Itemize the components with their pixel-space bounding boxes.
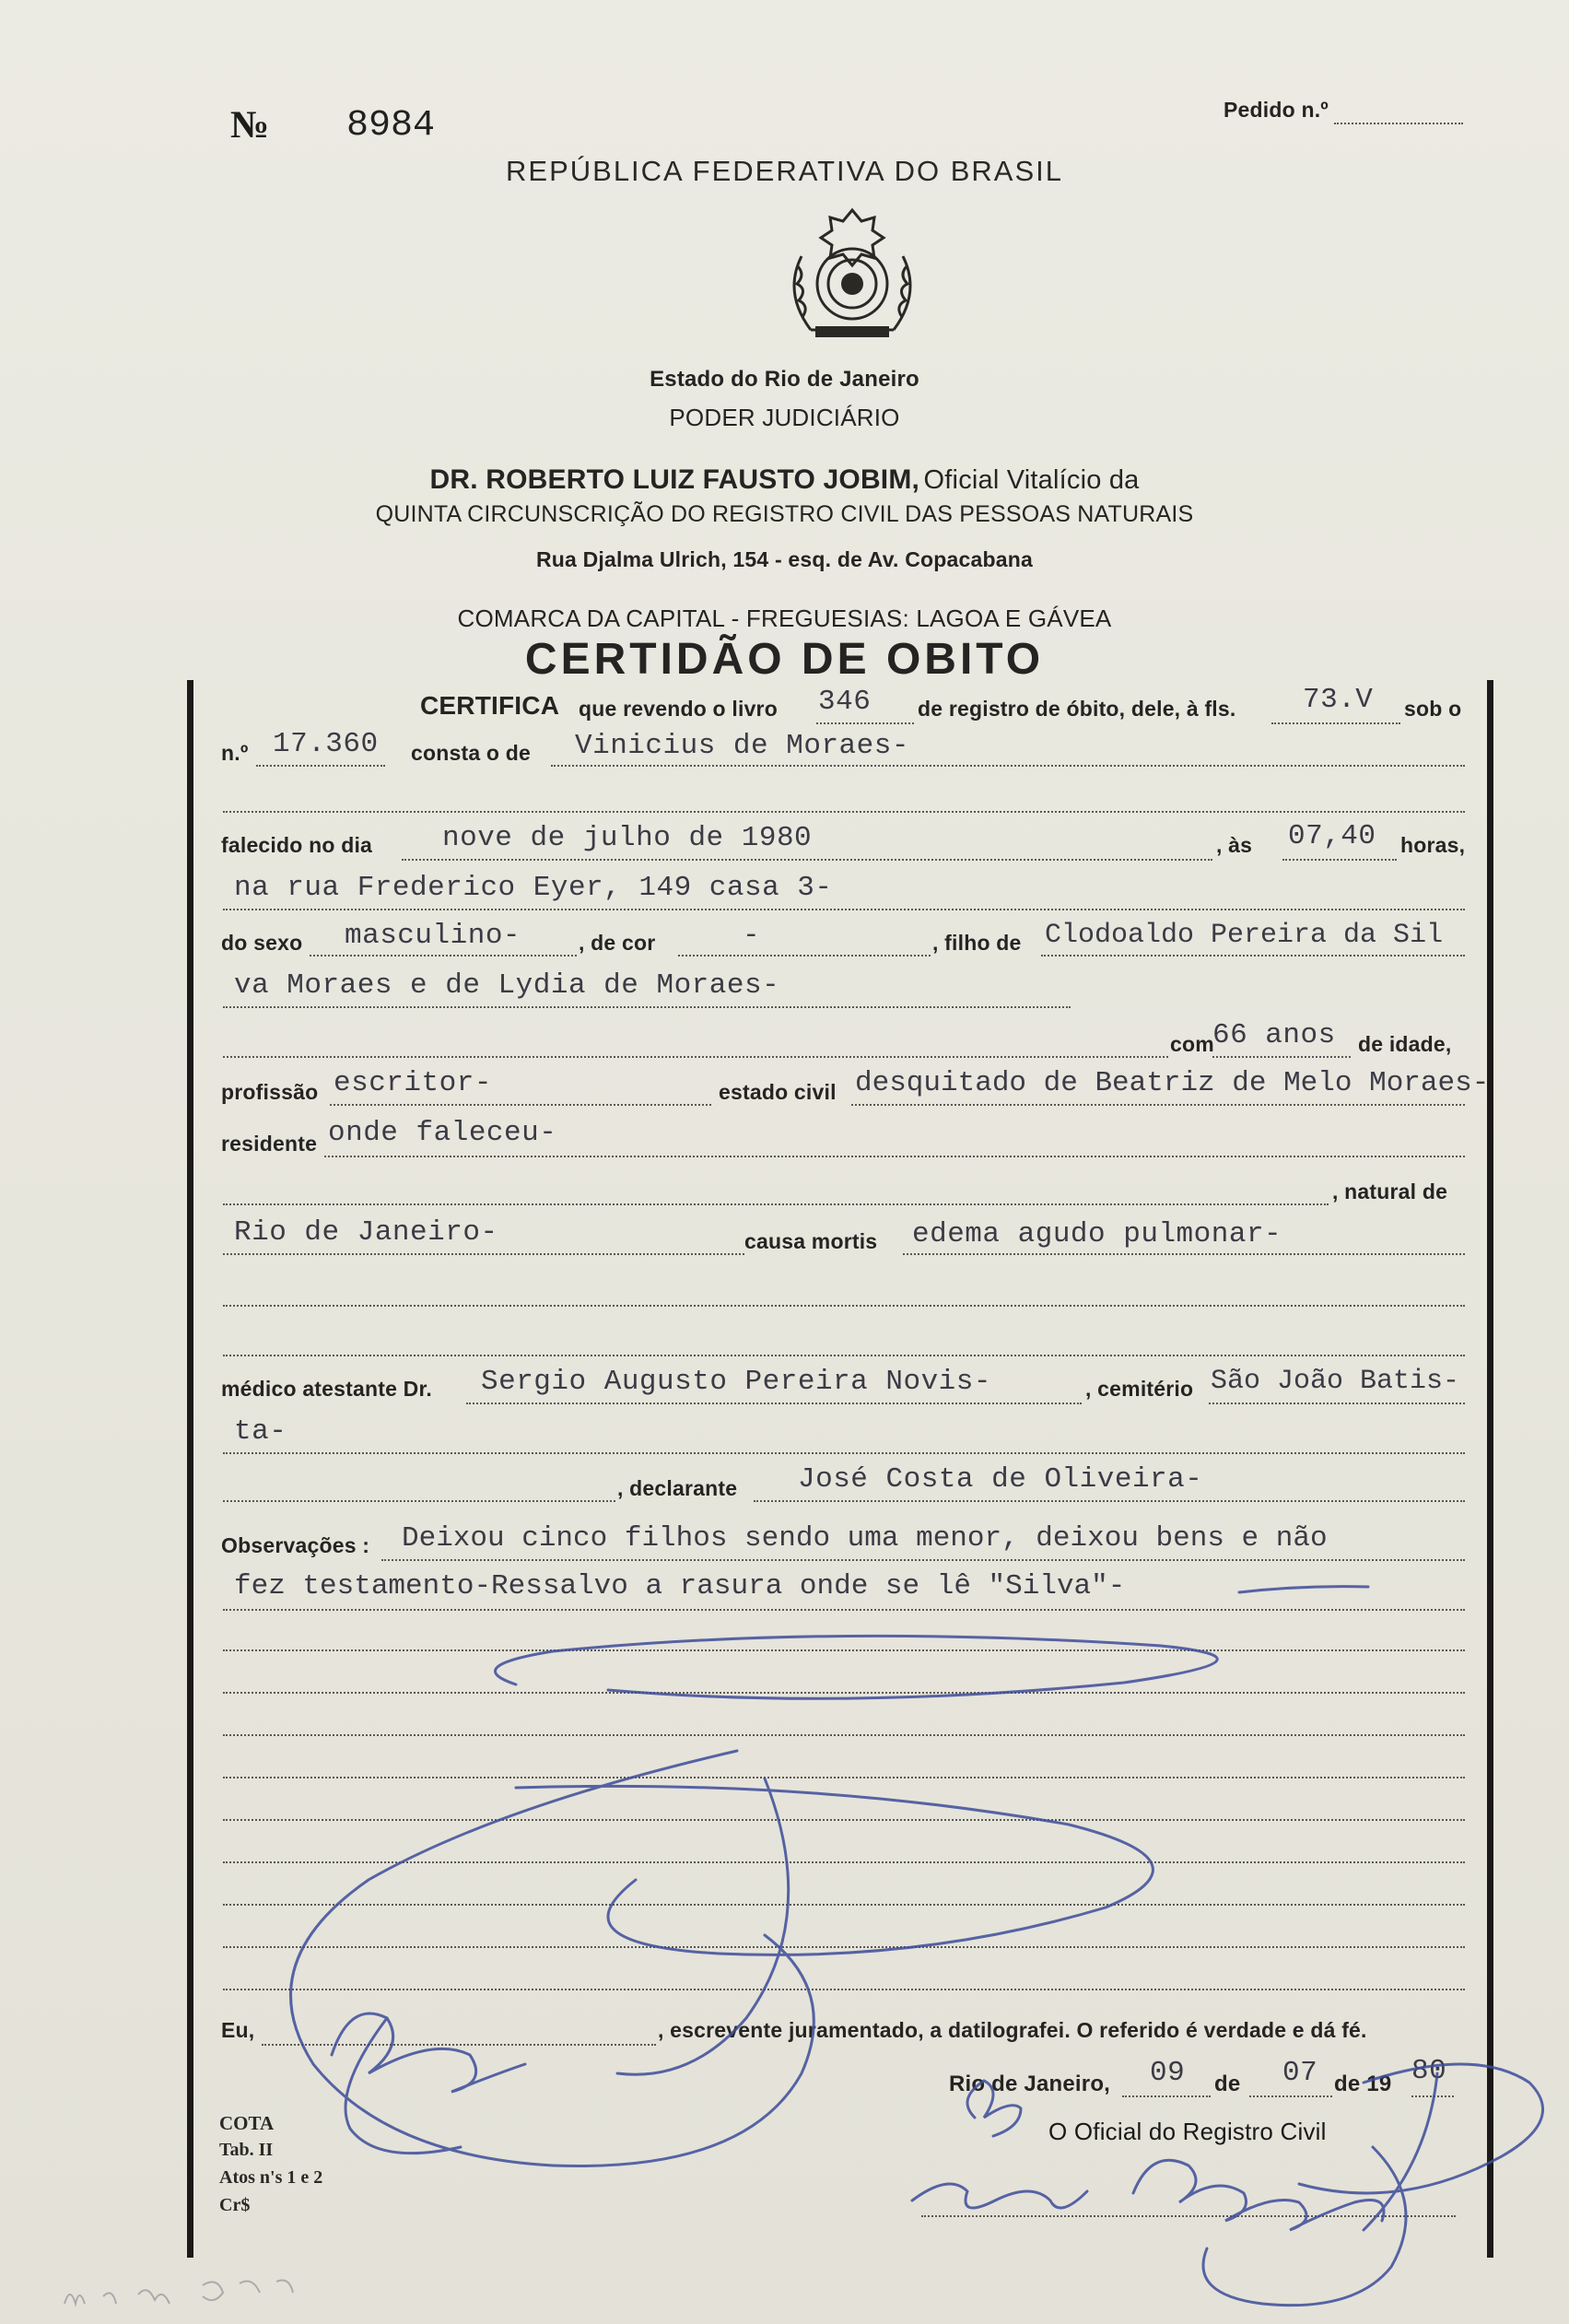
numero-value: 17.360	[273, 728, 379, 760]
de-19-label: de 19	[1334, 2072, 1392, 2096]
idade-value: 66 anos	[1212, 1019, 1336, 1051]
officer-title: Oficial Vitalício da	[923, 465, 1140, 495]
de-label-1: de	[1214, 2072, 1241, 2096]
profissao-value: escritor-	[334, 1067, 492, 1099]
rio-de-janeiro-label: Rio de Janeiro,	[949, 2072, 1111, 2096]
local-field	[223, 909, 1465, 910]
filiacao-field-2	[223, 1006, 1071, 1008]
sexo-value: masculino-	[345, 920, 521, 952]
certificate-number-symbol: №	[230, 104, 270, 147]
estado-civil-field	[851, 1104, 1465, 1106]
hora-field	[1282, 859, 1397, 861]
cota-line-1: COTA	[219, 2112, 275, 2134]
dia-field	[1122, 2095, 1211, 2097]
cota-line-2: Tab. II	[219, 2140, 274, 2160]
residente-label: residente	[221, 1132, 318, 1156]
cor-label: , de cor	[579, 931, 656, 955]
profissao-label: profissão	[221, 1080, 319, 1104]
medico-label: médico atestante Dr.	[221, 1377, 432, 1401]
falecido-label: falecido no dia	[221, 833, 373, 857]
blank-line	[223, 1777, 1465, 1778]
blank-line	[223, 1989, 1465, 1990]
oficial-label: O Oficial do Registro Civil	[1048, 2118, 1327, 2145]
observacoes-label: Observações :	[221, 1533, 370, 1557]
cota-line-4: Cr$	[219, 2195, 251, 2215]
observacoes-field-2	[223, 1609, 1465, 1611]
pedido-label: Pedido n.º	[1224, 98, 1329, 122]
state-heading: Estado do Rio de Janeiro	[650, 367, 919, 392]
blank-line	[223, 1861, 1465, 1863]
filho-field	[1041, 955, 1465, 957]
escrevente-statement: , escrevente juramentado, a datilografei. O referido é verdade e dá fé.	[658, 2018, 1367, 2042]
causa-mortis-label: causa mortis	[744, 1229, 878, 1253]
officer-name: DR. ROBERTO LUIZ FAUSTO JOBIM,	[429, 464, 920, 495]
certifica-label: CERTIFICA	[420, 691, 560, 720]
blank-line	[223, 1355, 1465, 1356]
hora-value: 07,40	[1288, 820, 1376, 852]
cota-line-3: Atos n's 1 e 2	[219, 2167, 323, 2188]
nome-field	[551, 765, 1465, 767]
as-label: , às	[1216, 833, 1253, 857]
blank-line	[223, 1819, 1465, 1821]
residente-value: onde faleceu-	[328, 1117, 557, 1149]
natural-value: Rio de Janeiro-	[234, 1216, 498, 1249]
blank-line	[223, 1305, 1465, 1307]
blank-line	[223, 1946, 1465, 1948]
observacoes-field	[381, 1559, 1465, 1561]
natural-field	[223, 1253, 744, 1255]
office-address: Rua Djalma Ulrich, 154 - esq. de Av. Copacabana	[535, 547, 1033, 571]
observacoes-line-2: fez testamento-Ressalvo a rasura onde se lê "Silva"-	[234, 1570, 1126, 1602]
declarante-value: José Costa de Oliveira-	[798, 1463, 1203, 1496]
local-value: na rua Frederico Eyer, 149 casa 3-	[234, 872, 833, 904]
cor-field	[678, 955, 931, 957]
medico-value: Sergio Augusto Pereira Novis-	[481, 1366, 991, 1398]
filho-de-label: , filho de	[932, 931, 1022, 955]
escrevente-field	[262, 2044, 656, 2046]
office-heading: QUINTA CIRCUNSCRIÇÃO DO REGISTRO CIVIL DAS PESSOAS NATURAIS	[375, 501, 1194, 527]
blank-line	[223, 811, 1465, 813]
medico-field	[466, 1403, 1082, 1404]
numero-label: n.º	[221, 741, 249, 765]
frame-left-border	[187, 680, 193, 2258]
estado-civil-value: desquitado de Beatriz de Melo Moraes-	[855, 1067, 1490, 1099]
mes-field	[1249, 2095, 1332, 2097]
cemiterio-field-2	[223, 1452, 1465, 1454]
deceased-name: Vinicius de Moraes-	[575, 730, 909, 762]
cemiterio-field	[1209, 1403, 1465, 1404]
declarante-label: , declarante	[617, 1476, 738, 1500]
sexo-field	[310, 955, 577, 957]
judiciary-heading: PODER JUDICIÁRIO	[669, 404, 900, 431]
filiacao-line-1: Clodoaldo Pereira da Sil	[1045, 920, 1444, 951]
consta-label: consta o de	[411, 741, 532, 765]
horas-label: horas,	[1400, 833, 1466, 857]
cemiterio-line-2: ta-	[234, 1415, 287, 1448]
causa-mortis-field	[903, 1253, 1465, 1255]
data-obito-value: nove de julho de 1980	[442, 822, 813, 854]
filiacao-line-2: va Moraes e de Lydia de Moraes-	[234, 969, 780, 1002]
cor-value: -	[743, 920, 761, 952]
blank-line	[223, 1692, 1465, 1694]
natural-de-label: , natural de	[1332, 1180, 1448, 1203]
fls-field	[1271, 722, 1400, 724]
de-idade-label: de idade,	[1358, 1032, 1452, 1056]
cemiterio-line-1: São João Batis-	[1211, 1366, 1460, 1397]
coat-of-arms-emblem	[774, 201, 931, 348]
blank-line	[223, 1904, 1465, 1906]
numero-field	[256, 765, 385, 767]
que-revendo-label: que revendo o livro	[579, 697, 778, 721]
comarca-heading: COMARCA DA CAPITAL - FREGUESIAS: LAGOA E GÁVEA	[457, 604, 1112, 632]
frame-right-border	[1487, 680, 1493, 2258]
sob-o-label: sob o	[1404, 697, 1462, 721]
officer-line	[0, 464, 1569, 496]
signature-line	[921, 2215, 1456, 2217]
dia-value: 09	[1150, 2057, 1186, 2089]
blank-line-idade	[223, 1056, 1168, 1058]
residente-field	[324, 1156, 1465, 1157]
fls-value: 73.V	[1303, 684, 1374, 716]
ano-value: 80	[1411, 2055, 1447, 2087]
causa-mortis-value: edema agudo pulmonar-	[912, 1218, 1282, 1250]
estado-civil-label: estado civil	[719, 1080, 837, 1104]
mes-value: 07	[1282, 2057, 1318, 2089]
blank-line	[223, 1649, 1465, 1651]
certificate-number: 8984	[346, 105, 436, 147]
document-title: CERTIDÃO DE OBITO	[524, 635, 1045, 684]
ano-field	[1411, 2095, 1454, 2097]
com-label: com	[1170, 1032, 1214, 1056]
republic-heading: REPÚBLICA FEDERATIVA DO BRASIL	[506, 155, 1063, 187]
eu-label: Eu,	[221, 2018, 255, 2042]
profissao-field	[330, 1104, 711, 1106]
livro-value: 346	[818, 686, 872, 718]
declarante-field	[754, 1500, 1465, 1502]
de-registro-label: de registro de óbito, dele, à fls.	[918, 697, 1236, 721]
data-obito-field	[402, 859, 1212, 861]
idade-field	[1212, 1056, 1351, 1058]
pedido-field	[1334, 123, 1463, 124]
observacoes-line-1: Deixou cinco filhos sendo uma menor, deixou bens e não	[402, 1522, 1328, 1555]
cemiterio-label: , cemitério	[1085, 1377, 1194, 1401]
blank-line-natural	[223, 1203, 1329, 1205]
livro-field	[816, 722, 914, 724]
blank-line	[223, 1734, 1465, 1736]
sexo-label: do sexo	[221, 931, 303, 955]
blank-line-declarante	[223, 1500, 615, 1502]
